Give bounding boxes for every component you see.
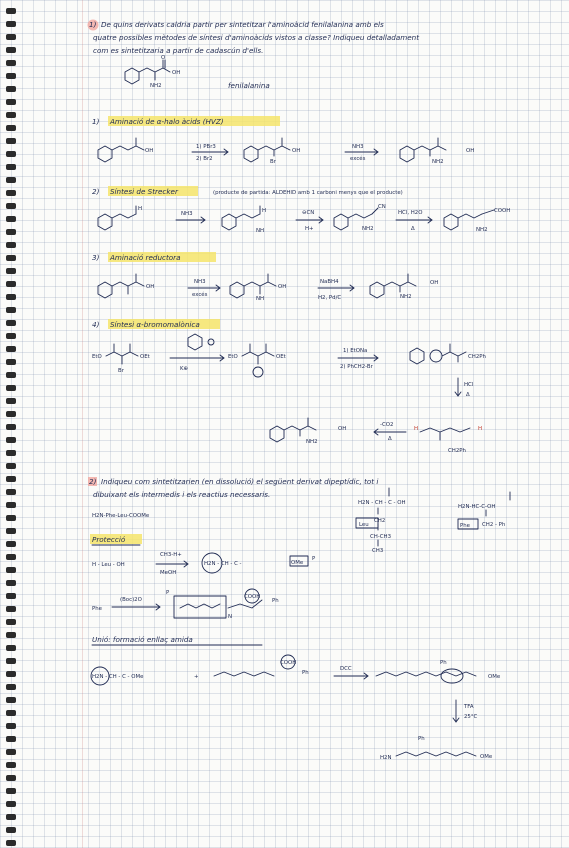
- m4-reagent2-bottom: 2) PhCH2-Br: [340, 364, 373, 370]
- svg-text:Ph: Ph: [302, 670, 309, 676]
- svg-text:EtO: EtO: [92, 354, 102, 360]
- m2-reagent3-top: HCl, H2O: [398, 210, 423, 216]
- svg-text:H: H: [414, 426, 419, 432]
- method-2-number: 2): [92, 187, 100, 196]
- svg-text:OH: OH: [292, 148, 301, 154]
- leu-label: Leu: [359, 522, 369, 528]
- coupling-leu: H2N - CH - C - OMe: [92, 674, 144, 680]
- m1-reagent2-top: NH3: [352, 144, 364, 150]
- final-product-amine: H2N: [380, 755, 392, 761]
- phe-formula: H2N-HC-C-OH: [458, 504, 496, 510]
- q2-text-line1: Indiqueu com sintetitzarien (en dissolució) el següent derivat dipeptídic, tot i: [101, 477, 379, 486]
- m4-reagent3-top: HCl: [464, 382, 474, 388]
- svg-text:OH: OH: [430, 280, 439, 286]
- m3-reagent2-bottom: H2, Pd/C: [318, 295, 342, 301]
- svg-text:COOH: COOH: [280, 660, 297, 666]
- phe-label: Phe: [460, 523, 470, 529]
- method-3-number: 3): [92, 253, 100, 262]
- m4-reagent4-bottom: Δ: [388, 436, 392, 442]
- svg-text:OH: OH: [146, 284, 155, 290]
- svg-text:CH3: CH3: [372, 548, 384, 554]
- coupling-reagent: DCC: [340, 666, 352, 672]
- method-1: [92, 116, 474, 165]
- phe-start: Phe: [92, 606, 102, 612]
- m4-reagent1-bottom: K⊕: [180, 366, 189, 372]
- leu-reagent-bottom: MeOH: [160, 570, 177, 576]
- svg-text:H: H: [138, 206, 143, 212]
- svg-text:NH: NH: [256, 296, 265, 302]
- method-4-title: Síntesi α-bromomalònica: [110, 320, 200, 329]
- svg-text:COOH: COOH: [494, 208, 511, 214]
- leu-start: H - Leu - OH: [92, 562, 125, 568]
- svg-text:OMe: OMe: [488, 674, 501, 680]
- svg-text:Ph: Ph: [440, 660, 447, 666]
- svg-text:NH2: NH2: [306, 439, 318, 445]
- label-oh: OH: [172, 70, 181, 76]
- method-4-number: 4): [92, 320, 100, 329]
- svg-text:NH2: NH2: [400, 294, 412, 300]
- method-4: [92, 319, 486, 454]
- q2-text-line2: dibuixant els intermedis i els reactius necessaris.: [93, 490, 271, 499]
- m2-reagent2-bottom: H+: [305, 226, 314, 232]
- svg-text:OH: OH: [466, 148, 475, 154]
- svg-text:EtO: EtO: [228, 354, 238, 360]
- svg-text:+: +: [194, 674, 199, 680]
- svg-text:P: P: [166, 590, 170, 596]
- method-3: [92, 252, 438, 302]
- question-2: [88, 477, 510, 761]
- svg-text:OH: OH: [145, 148, 154, 154]
- question-1: [88, 20, 421, 91]
- protection-title: Protecció: [92, 535, 126, 544]
- label-o: O: [161, 55, 166, 61]
- leu-methylester: H2N - CH - C -: [204, 561, 242, 567]
- label-nh2: NH2: [150, 83, 162, 89]
- svg-text:OH: OH: [338, 426, 347, 432]
- svg-text:CH2Ph: CH2Ph: [468, 354, 486, 360]
- method-1-title: Aminació de α-halo àcids (HVZ): [110, 117, 224, 126]
- svg-text:H: H: [262, 208, 267, 214]
- svg-text:P: P: [312, 556, 316, 562]
- m1-reagent1-top: 1) PBr3: [196, 144, 216, 150]
- svg-text:CH2: CH2: [374, 518, 386, 524]
- phe-structure: [458, 492, 510, 529]
- svg-text:OEt: OEt: [140, 354, 150, 360]
- m2-reagent3-bottom: Δ: [411, 226, 415, 232]
- svg-text:Br: Br: [270, 159, 276, 165]
- m1-reagent1-bottom: 2) Br2: [196, 156, 213, 162]
- method-2-note: (producte de partida: ALDEHID amb 1 carboni menys que el producte): [213, 190, 403, 196]
- svg-text:CH-CH3: CH-CH3: [370, 534, 392, 540]
- svg-text:CH2 - Ph: CH2 - Ph: [482, 522, 506, 528]
- compound-name: fenilalanina: [228, 81, 270, 90]
- phenylalanine-structure: [125, 55, 180, 89]
- m2-reagent1-top: NH3: [181, 211, 193, 217]
- q1-number: 1): [89, 20, 97, 29]
- svg-text:N: N: [228, 614, 233, 620]
- m4-reagent4-top: -CO2: [380, 422, 394, 428]
- svg-text:OH: OH: [278, 284, 287, 290]
- svg-text:NH: NH: [256, 228, 265, 234]
- phe-reagent: (Boc)2O: [120, 597, 142, 603]
- q1-text-line1: De quins derivats caldria partir per sintetitzar l'aminoàcid fenilalanina amb els: [101, 20, 384, 29]
- svg-text:NH2: NH2: [362, 226, 374, 232]
- svg-text:NH2: NH2: [432, 159, 444, 165]
- svg-text:Br: Br: [118, 368, 124, 374]
- svg-text:Ph: Ph: [418, 736, 425, 742]
- q2-number: 2): [89, 477, 97, 486]
- deprotect-reagent-bottom: 25°C: [464, 714, 478, 720]
- svg-text:Ph: Ph: [272, 598, 279, 604]
- coupling-title: Unió: formació enllaç amida: [92, 635, 193, 644]
- m4-reagent3-bottom: Δ: [466, 392, 470, 398]
- svg-text:OMe: OMe: [291, 560, 304, 566]
- method-3-title: Aminació reductora: [110, 253, 181, 262]
- m4-reagent2-top: 1) EtONa: [343, 348, 368, 354]
- q1-text-line3: com es sintetitzaria a partir de cadascún d'ells.: [93, 46, 264, 55]
- svg-text:NH2: NH2: [476, 227, 488, 233]
- method-1-number: 1): [92, 117, 100, 126]
- svg-text:CN: CN: [378, 204, 386, 210]
- deprotect-reagent-top: TFA: [464, 704, 474, 710]
- svg-text:CH2Ph: CH2Ph: [448, 448, 466, 454]
- m2-reagent2-top: ⊖CN: [302, 210, 315, 216]
- leu-formula: H2N - CH - C - OH: [358, 500, 406, 506]
- q2-target: H2N-Phe-Leu-COOMe: [92, 513, 150, 519]
- m3-reagent1-bottom: excés: [192, 292, 208, 298]
- m1-reagent2-bottom: excés: [350, 156, 366, 162]
- svg-text:OEt: OEt: [276, 354, 286, 360]
- m3-reagent2-top: NaBH4: [320, 279, 339, 285]
- svg-text:H: H: [478, 426, 483, 432]
- svg-text:OMe: OMe: [480, 754, 493, 760]
- method-2: [92, 186, 510, 234]
- q1-text-line2: quatre possibles mètodes de síntesi d'aminoàcids vistos a classe? Indiqueu detalladament: [93, 33, 420, 42]
- leu-structure: [356, 488, 406, 554]
- m3-reagent1-top: NH3: [194, 279, 206, 285]
- svg-text:COOH: COOH: [244, 594, 261, 600]
- leu-reagent-top: CH3-H+: [160, 552, 182, 558]
- method-2-title: Síntesi de Strecker: [110, 187, 178, 196]
